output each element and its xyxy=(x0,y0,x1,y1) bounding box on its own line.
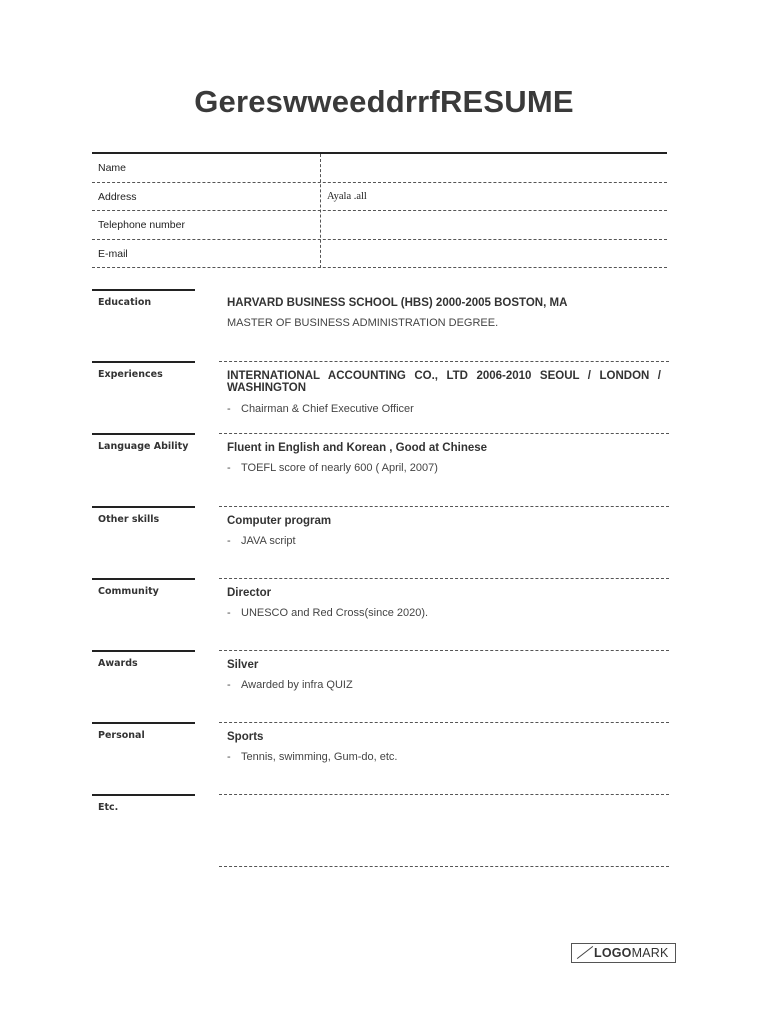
info-row-address xyxy=(92,183,667,212)
section-rule xyxy=(92,289,195,291)
section-heading: Computer program xyxy=(227,515,332,527)
section-divider xyxy=(219,794,669,795)
slash-icon xyxy=(572,944,594,962)
section-bullet xyxy=(227,535,296,547)
section-bullet xyxy=(227,462,438,474)
address-value: Ayala .all xyxy=(327,190,367,202)
telephone-label: Telephone number xyxy=(98,219,185,231)
section-heading: Director xyxy=(227,587,272,599)
section-heading: Silver xyxy=(227,659,259,671)
name-label: Name xyxy=(98,162,127,174)
section-label: Education xyxy=(98,297,152,308)
bullet-dash: - xyxy=(227,403,231,415)
info-row-email xyxy=(92,240,667,269)
section-divider xyxy=(219,433,669,434)
section-rule xyxy=(92,650,195,652)
bullet-text: TOEFL score of nearly 600 ( April, 2007) xyxy=(241,462,438,474)
section-rule xyxy=(92,361,195,363)
bullet-text: Tennis, swimming, Gum-do, etc. xyxy=(241,751,398,763)
address-label: Address xyxy=(98,190,137,203)
bullet-text: Awarded by infra QUIZ xyxy=(241,679,353,691)
section-rule xyxy=(92,578,195,580)
logo-rest: MARK xyxy=(631,946,669,960)
logo-text xyxy=(594,946,669,960)
section-bullet xyxy=(227,607,428,619)
section-subtext: MASTER OF BUSINESS ADMINISTRATION DEGREE. xyxy=(227,317,499,329)
info-row-telephone xyxy=(92,211,667,240)
section-divider xyxy=(219,578,669,579)
section-bullet xyxy=(227,403,414,415)
section-rule xyxy=(92,794,195,796)
section-heading: INTERNATIONAL ACCOUNTING CO., LTD 2006-2010 SEOUL / LONDON / WASHINGTON xyxy=(227,370,661,394)
bullet-dash: - xyxy=(227,751,231,763)
section-label: Language Ability xyxy=(98,441,189,452)
section-label: Personal xyxy=(98,730,145,741)
section-label: Experiences xyxy=(98,369,163,380)
resume-title: GereswweeddrrfRESUME xyxy=(194,84,574,119)
personal-info-table xyxy=(92,152,667,268)
section-heading: HARVARD BUSINESS SCHOOL (HBS) 2000-2005 BOSTON, MA xyxy=(227,297,568,309)
info-row-name xyxy=(92,154,667,183)
bottom-divider xyxy=(219,866,669,867)
section-divider xyxy=(219,722,669,723)
section-divider xyxy=(219,650,669,651)
bullet-dash: - xyxy=(227,462,231,474)
section-label: Etc. xyxy=(98,802,119,813)
section-heading: Fluent in English and Korean , Good at Chinese xyxy=(227,442,488,454)
section-bullet xyxy=(227,679,353,691)
section-rule xyxy=(92,433,195,435)
bullet-dash: - xyxy=(227,607,231,619)
logo-bold: LOGO xyxy=(594,946,632,960)
section-rule xyxy=(92,722,195,724)
bullet-text: UNESCO and Red Cross(since 2020). xyxy=(241,607,429,619)
bullet-text: Chairman & Chief Executive Officer xyxy=(241,403,414,415)
bullet-dash: - xyxy=(227,679,231,691)
section-divider xyxy=(219,361,669,362)
section-bullet xyxy=(227,751,398,763)
section-heading: Sports xyxy=(227,731,264,743)
section-divider xyxy=(219,506,669,507)
bullet-dash: - xyxy=(227,535,231,547)
section-label: Community xyxy=(98,586,159,597)
section-label: Awards xyxy=(98,658,138,669)
bullet-text: JAVA script xyxy=(241,535,296,547)
logomark-logo xyxy=(571,943,676,963)
email-label: E-mail xyxy=(98,247,128,260)
section-rule xyxy=(92,506,195,508)
section-label: Other skills xyxy=(98,514,160,525)
